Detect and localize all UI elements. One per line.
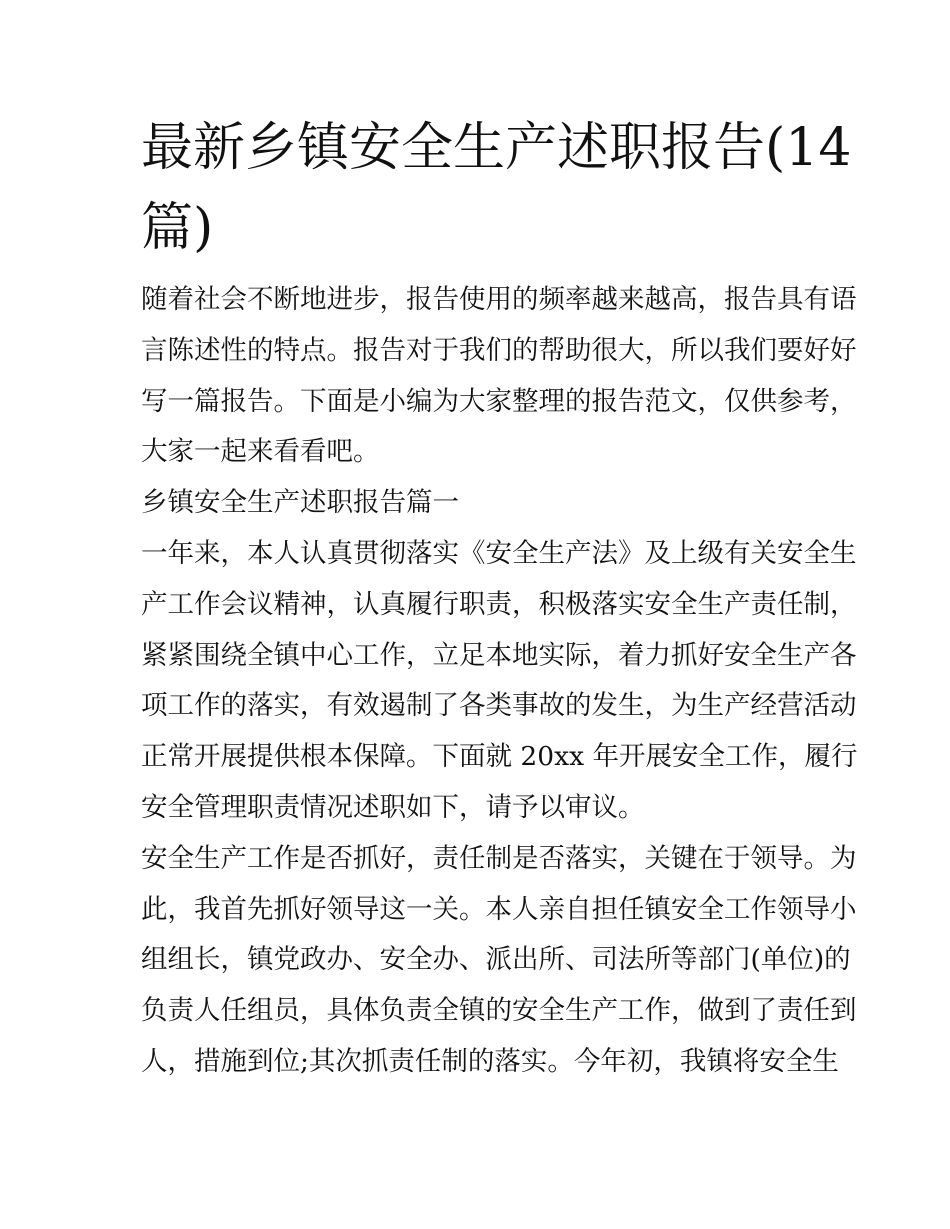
text-line: 紧紧围绕全镇中心工作，立足本地实际，着力抓好安全生产各 [141,639,857,671]
section-heading: 乡镇安全生产述职报告篇一 [141,487,459,519]
document-title [141,108,852,268]
text-line: 正常开展提供根本保障。下面就 20xx 年开展安全工作，履行 [141,741,858,773]
title-line: 篇) [141,198,214,258]
text-line: 人，措施到位;其次抓责任制的落实。今年初，我镇将安全生 [141,1045,839,1077]
text-line: 组组长，镇党政办、安全办、派出所、司法所等部门(单位)的 [141,944,851,976]
text-line: 负责人任组员，具体负责全镇的安全生产工作，做到了责任到 [141,995,857,1027]
title-line: 最新乡镇安全生产述职报告(14 [141,118,852,178]
text-line: 一年来，本人认真贯彻落实《安全生产法》及上级有关安全生 [141,537,857,569]
text-line: 安全管理职责情况述职如下，请予以审议。 [141,791,645,823]
text-line: 随着社会不断地进步，报告使用的频率越来越高，报告具有语 [141,284,857,315]
text-line: 此，我首先抓好领导这一关。本人亲自担任镇安全工作领导小 [141,893,857,925]
text-line: 言陈述性的特点。报告对于我们的帮助很大，所以我们要好好 [141,334,857,366]
text-line: 安全生产工作是否抓好，责任制是否落实，关键在于领导。为 [141,842,857,874]
document-body [141,275,858,1088]
text-line: 产工作会议精神，认真履行职责，积极落实安全生产责任制， [141,588,857,620]
text-line: 大家一起来看看吧。 [141,436,380,468]
text-line: 项工作的落实，有效遏制了各类事故的发生，为生产经营活动 [141,690,857,722]
text-line: 写一篇报告。下面是小编为大家整理的报告范文，仅供参考， [141,385,857,417]
